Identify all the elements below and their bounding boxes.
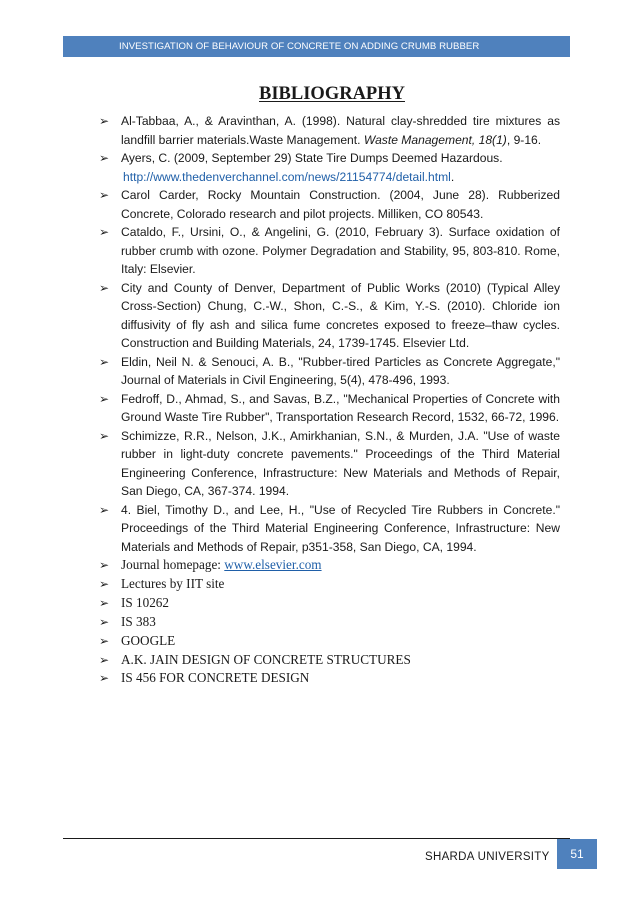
arrowhead-bullet-icon: ➢ [99,633,110,648]
footer-university: SHARDA UNIVERSITY [425,851,550,863]
arrowhead-bullet-icon: ➢ [99,114,110,128]
page-title: BIBLIOGRAPHY [259,84,405,104]
arrowhead-bullet-icon: ➢ [99,576,110,591]
running-header [63,36,570,57]
bibliography-entry: ➢ A.K. JAIN DESIGN OF CONCRETE STRUCTURES [99,651,560,670]
arrowhead-bullet-icon: ➢ [99,151,110,165]
journal-homepage-link[interactable]: www.elsevier.com [224,557,322,572]
bibliography-entry: ➢ City and County of Denver, Department of Public Works (2010) (Typical Alley Cross-Section) Chung, C.-W., Shon, C.-S., & Kim, Y.-S. (2010). Chloride ion diffusivity of fly ash and silica fume concretes exposed to freeze–thaw cycles. Construction and Building Materials, 24, 1739-1745. Elsevier Ltd. [99,280,560,350]
bibliography-entry: ➢ Eldin, Neil N. & Senouci, A. B., "Rubber-tired Particles as Concrete Aggregate," Journal of Materials in Civil Engineering, 5(4), 478-496, 1993. [99,354,560,387]
arrowhead-bullet-icon: ➢ [99,428,110,443]
bibliography-entry: ➢ Carol Carder, Rocky Mountain Construction. (2004, June 28). Rubberized Concrete, Colorado research and pilot projects. Milliken, CO 80543. [99,188,560,221]
arrowhead-bullet-icon: ➢ [99,391,110,406]
bibliography-entry: ➢ Journal homepage: www.elsevier.com [99,556,560,575]
bibliography-entry: ➢ Ayers, C. (2009, September 29) State Tire Dumps Deemed Hazardous. http://www.thedenverchannel.com/news/21154774/detail.html. [99,151,503,184]
bibliography-entry: ➢ Cataldo, F., Ursini, O., & Angelini, G. (2010, February 3). Surface oxidation of rubber crumb with ozone. Polymer Degradation and Stability, 95, 803-810. Rome, Italy: Elsevier. [99,225,560,276]
arrowhead-bullet-icon: ➢ [99,188,110,202]
bibliography-entry: ➢ IS 383 [99,613,560,632]
arrowhead-bullet-icon: ➢ [99,558,110,572]
page-number: 51 [570,847,584,861]
bibliography-entry: ➢ Al-Tabbaa, A., & Aravinthan, A. (1998). Natural clay-shredded tire mixtures as landfill barrier materials.Waste Management. Waste Management, 18(1), 9-16. [99,114,560,147]
arrowhead-bullet-icon: ➢ [99,614,110,629]
arrowhead-bullet-icon: ➢ [99,354,110,369]
arrowhead-bullet-icon: ➢ [99,280,110,295]
running-header-title: INVESTIGATION OF BEHAVIOUR OF CONCRETE ON ADDING CRUMB RUBBER [119,41,480,52]
reference-link[interactable]: http://www.thedenverchannel.com/news/21154774/detail.html [123,169,451,184]
journal-name: Waste Management, 18(1) [363,132,507,147]
arrowhead-bullet-icon: ➢ [99,225,110,239]
bibliography-entry: ➢ Fedroff, D., Ahmad, S., and Savas, B.Z., "Mechanical Properties of Concrete with Ground Waste Tire Rubber", Transportation Research Record, 1532, 66-72, 1996. [99,391,560,424]
bibliography-entry: ➢ Lectures by IIT site [99,575,560,594]
arrowhead-bullet-icon: ➢ [99,671,110,686]
bibliography-entry: ➢ 4. Biel, Timothy D., and Lee, H., "Use of Recycled Tire Rubbers in Concrete." Proceedings of the Third Material Engineering Conference, Infrastructure: New Materials and Methods of Repair, p351-358, San Diego, CA, 1994. [99,502,560,554]
footer-divider [63,838,570,839]
page-number-badge [557,839,597,869]
bibliography-entry: ➢ Schimizze, R.R., Nelson, J.K., Amirkhanian, S.N., & Murden, J.A. "Use of waste rubber in light-duty concrete pavements." Proceedings of the Third Material Engineering Conference, Infrastructure: New Materials and Methods of Repair, San Diego, CA, 367-374. 1994. [99,428,560,498]
arrowhead-bullet-icon: ➢ [99,652,110,667]
bibliography-entry: ➢ IS 10262 [99,594,560,613]
bibliography-entry: ➢ GOOGLE [99,632,560,651]
arrowhead-bullet-icon: ➢ [99,595,110,610]
bibliography-list [99,112,560,688]
bibliography-entry: ➢ IS 456 FOR CONCRETE DESIGN [99,669,560,688]
arrowhead-bullet-icon: ➢ [99,502,110,517]
